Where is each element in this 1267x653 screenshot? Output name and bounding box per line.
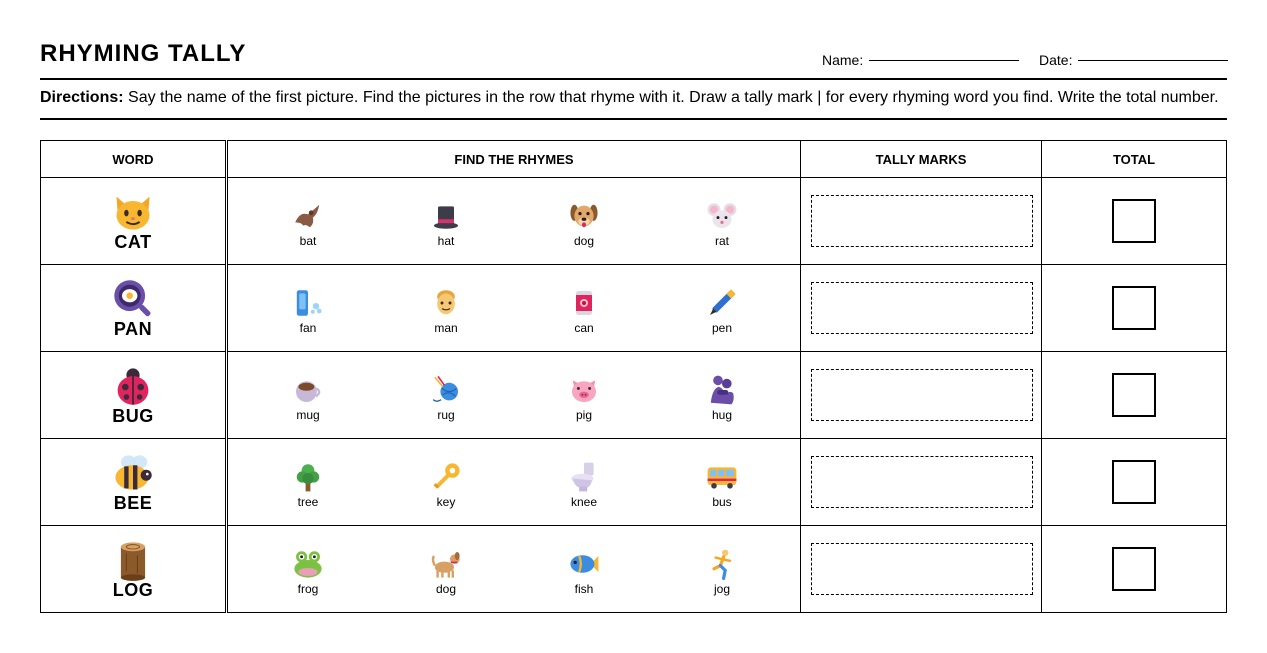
header-word: WORD [40, 140, 226, 178]
option-label: rug [437, 408, 455, 422]
option-label: bus [712, 495, 732, 509]
option-item[interactable] [682, 374, 762, 422]
fish-icon [568, 548, 600, 580]
top-divider [40, 78, 1227, 80]
option-label: pig [575, 408, 592, 422]
option-label: dog [573, 234, 595, 248]
option-item[interactable] [406, 374, 486, 422]
name-line[interactable] [869, 60, 1019, 61]
option-item[interactable] [682, 461, 762, 509]
option-item[interactable] [406, 200, 486, 248]
option-item[interactable] [406, 548, 486, 596]
tally-area[interactable] [811, 282, 1033, 334]
name-field[interactable] [822, 52, 1019, 68]
total-box[interactable] [1112, 286, 1156, 330]
option-label: mug [296, 408, 320, 422]
option-label: hat [437, 234, 455, 248]
row-word-label: CAT [114, 232, 152, 252]
ladybug-icon [111, 364, 155, 408]
option-label: dog [435, 582, 457, 596]
row-word-cell [40, 351, 226, 439]
row-total-cell [1041, 177, 1227, 265]
option-item[interactable] [406, 287, 486, 335]
tin-can-icon [568, 287, 600, 319]
row-word-cell [40, 438, 226, 526]
mug-icon [292, 374, 324, 406]
header-tally-marks: TALLY MARKS [800, 140, 1042, 178]
option-item[interactable] [544, 548, 624, 596]
option-label: fan [299, 321, 317, 335]
option-label: tree [297, 495, 319, 509]
date-field[interactable] [1039, 52, 1228, 68]
fan-icon [292, 287, 324, 319]
directions [40, 89, 1230, 107]
option-item[interactable] [268, 461, 348, 509]
option-item[interactable] [682, 548, 762, 596]
people-hugging-icon [706, 374, 738, 406]
name-label: Name: [822, 52, 864, 68]
row-tally-cell [800, 177, 1042, 265]
row-total-cell [1041, 438, 1227, 526]
option-item[interactable] [268, 374, 348, 422]
tally-area[interactable] [811, 369, 1033, 421]
date-label: Date: [1039, 52, 1073, 68]
dog-face-icon [568, 200, 600, 232]
yarn-rug-icon [430, 374, 462, 406]
mouse-face-icon [706, 200, 738, 232]
total-box[interactable] [1112, 547, 1156, 591]
option-item[interactable] [544, 461, 624, 509]
top-hat-icon [430, 200, 462, 232]
directions-lead: Directions: [40, 89, 124, 106]
dog-icon [430, 548, 462, 580]
option-item[interactable] [544, 200, 624, 248]
tally-area[interactable] [811, 195, 1033, 247]
row-total-cell [1041, 525, 1227, 613]
option-item[interactable] [268, 548, 348, 596]
toilet-icon [568, 461, 600, 493]
row-word-cell [40, 177, 226, 265]
row-options-cell [227, 438, 801, 526]
runner-icon [706, 548, 738, 580]
page-title: RHYMING TALLY [40, 40, 247, 67]
option-item[interactable] [682, 200, 762, 248]
tally-area[interactable] [811, 456, 1033, 508]
row-options-cell [227, 351, 801, 439]
bee-icon [111, 451, 155, 495]
date-line[interactable] [1078, 60, 1228, 61]
option-label: jog [713, 582, 730, 596]
option-item[interactable] [544, 374, 624, 422]
tree-icon [292, 461, 324, 493]
row-total-cell [1041, 351, 1227, 439]
row-options-cell [227, 525, 801, 613]
option-item[interactable] [682, 287, 762, 335]
row-tally-cell [800, 525, 1042, 613]
option-item[interactable] [268, 287, 348, 335]
option-item[interactable] [268, 200, 348, 248]
option-label: bat [299, 234, 317, 248]
row-total-cell [1041, 264, 1227, 352]
row-tally-cell [800, 351, 1042, 439]
row-options-cell [227, 177, 801, 265]
row-tally-cell [800, 264, 1042, 352]
tally-area[interactable] [811, 543, 1033, 595]
option-label: key [436, 495, 456, 509]
row-word-label: LOG [112, 580, 154, 600]
pen-icon [706, 287, 738, 319]
pig-face-icon [568, 374, 600, 406]
option-item[interactable] [406, 461, 486, 509]
total-box[interactable] [1112, 373, 1156, 417]
key-icon [430, 461, 462, 493]
bottom-divider [40, 118, 1227, 120]
option-label: knee [570, 495, 598, 509]
frying-pan-icon [111, 277, 155, 321]
option-label: rat [714, 234, 729, 248]
option-label: can [574, 321, 594, 335]
option-label: man [434, 321, 458, 335]
row-tally-cell [800, 438, 1042, 526]
row-options-cell [227, 264, 801, 352]
log-icon [111, 538, 155, 582]
frog-face-icon [292, 548, 324, 580]
option-label: fish [574, 582, 594, 596]
total-box[interactable] [1112, 199, 1156, 243]
directions-text: Say the name of the first picture. Find the pictures in the row that rhyme with it. Draw a tally mark | for every rhyming word you find. Write the total number. [128, 89, 1219, 106]
row-word-label: BEE [113, 493, 153, 513]
header-find-rhymes: FIND THE RHYMES [227, 140, 801, 178]
row-word-label: BUG [112, 406, 154, 426]
total-box[interactable] [1112, 460, 1156, 504]
cat-face-icon [111, 190, 155, 234]
row-word-cell [40, 264, 226, 352]
header-total: TOTAL [1041, 140, 1227, 178]
bat-icon [292, 200, 324, 232]
option-item[interactable] [544, 287, 624, 335]
bus-icon [706, 461, 738, 493]
man-icon [430, 287, 462, 319]
row-word-cell [40, 525, 226, 613]
option-label: frog [297, 582, 319, 596]
option-label: pen [711, 321, 733, 335]
option-label: hug [711, 408, 733, 422]
row-word-label: PAN [113, 319, 153, 339]
